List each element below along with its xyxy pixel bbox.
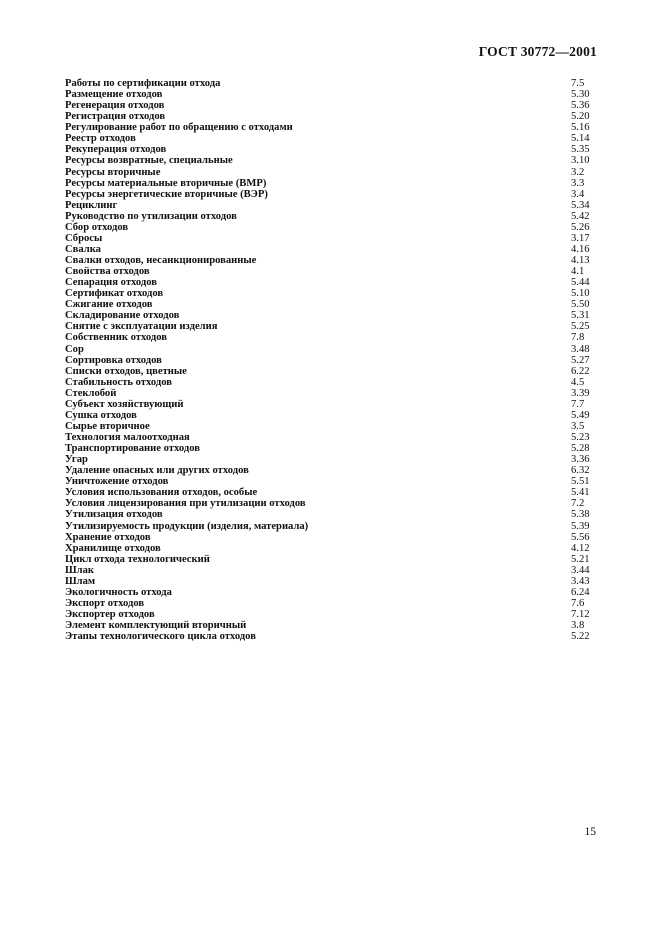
index-entry	[65, 288, 605, 299]
index-term: Ресурсы возвратные, специальные	[65, 155, 233, 167]
index-reference: 3.44	[571, 564, 590, 576]
index-reference: 3.2	[571, 166, 585, 178]
index-term: Хранилище отходов	[65, 542, 161, 554]
index-reference: 6.24	[571, 586, 590, 598]
index-entry	[65, 609, 605, 620]
index-entry	[65, 554, 605, 565]
index-entry	[65, 421, 605, 432]
index-entry	[65, 443, 605, 454]
index-term: Сушка отходов	[65, 409, 137, 421]
index-entry	[65, 454, 605, 465]
index-entry	[65, 244, 605, 255]
index-reference: 5.28	[571, 443, 590, 455]
index-term: Размещение отходов	[65, 89, 163, 101]
index-entry	[65, 631, 605, 642]
index-term: Субъект хозяйствующий	[65, 398, 184, 410]
index-entry	[65, 498, 605, 509]
index-reference: 3.36	[571, 454, 590, 466]
index-reference: 7.6	[571, 597, 585, 609]
index-reference: 5.34	[571, 199, 590, 211]
index-reference: 3.4	[571, 188, 585, 200]
index-entry	[65, 355, 605, 366]
index-term: Свалка	[65, 243, 101, 255]
index-entry	[65, 78, 605, 89]
index-reference: 3.39	[571, 387, 590, 399]
index-term: Реестр отходов	[65, 133, 136, 145]
index-reference: 7.7	[571, 398, 585, 410]
index-reference: 7.5	[571, 78, 585, 89]
index-entry	[65, 122, 605, 133]
index-term: Экспортер отходов	[65, 609, 155, 620]
index-reference: 6.32	[571, 465, 590, 477]
index-reference: 5.38	[571, 509, 590, 521]
index-entry	[65, 155, 605, 166]
index-reference: 5.16	[571, 122, 590, 134]
index-term: Сжигание отходов	[65, 299, 153, 311]
index-term: Этапы технологического цикла отходов	[65, 631, 256, 643]
index-term: Экологичность отхода	[65, 586, 172, 598]
index-entry	[65, 576, 605, 587]
index-term: Складирование отходов	[65, 310, 180, 322]
index-term: Стабильность отходов	[65, 376, 173, 388]
index-entry	[65, 332, 605, 343]
index-entry	[65, 399, 605, 410]
index-entry	[65, 277, 605, 288]
index-entry	[65, 476, 605, 487]
index-term: Шлам	[65, 575, 96, 587]
index-reference: 4.16	[571, 243, 590, 255]
index-entry	[65, 432, 605, 443]
index-entry	[65, 211, 605, 222]
index-entry	[65, 388, 605, 399]
index-reference: 7.8	[571, 332, 585, 344]
index-reference: 5.35	[571, 144, 590, 156]
index-reference: 5.41	[571, 487, 590, 499]
index-entry	[65, 598, 605, 609]
index-entry	[65, 89, 605, 100]
index-entry	[65, 111, 605, 122]
index-entry	[65, 543, 605, 554]
index-entry	[65, 532, 605, 543]
page-number: 15	[584, 826, 596, 838]
index-entry	[65, 200, 605, 211]
index-term: Ресурсы энергетические вторичные (ВЭР)	[65, 188, 268, 200]
index-entry	[65, 299, 605, 310]
index-term: Уничтожение отходов	[65, 476, 169, 488]
index-reference: 5.20	[571, 111, 590, 123]
index-reference: 3.17	[571, 232, 590, 244]
index-entry	[65, 233, 605, 244]
index-term: Транспортирование отходов	[65, 443, 200, 455]
index-term: Экспорт отходов	[65, 597, 145, 609]
index-term: Сортировка отходов	[65, 354, 162, 366]
index-entry	[65, 487, 605, 498]
index-reference: 3.48	[571, 343, 590, 355]
index-reference: 5.44	[571, 277, 590, 289]
index-entry	[65, 144, 605, 155]
index-entry	[65, 133, 605, 144]
index-term: Сбросы	[65, 232, 103, 244]
index-reference: 3.3	[571, 177, 585, 189]
index-reference: 5.21	[571, 553, 590, 565]
index-entry	[65, 222, 605, 233]
index-entry	[65, 310, 605, 321]
index-term: Ресурсы вторичные	[65, 166, 161, 178]
index-reference: 3.5	[571, 420, 585, 432]
index-reference: 5.25	[571, 321, 590, 333]
index-term: Сепарация отходов	[65, 277, 158, 289]
index-term: Угар	[65, 454, 88, 466]
index-term: Рекуперация отходов	[65, 144, 167, 156]
index-term: Регистрация отходов	[65, 111, 166, 123]
index-reference: 3.43	[571, 575, 590, 587]
index-term: Условия лицензирования при утилизации отходов	[65, 498, 306, 510]
index-entry	[65, 321, 605, 332]
index-reference: 5.14	[571, 133, 590, 145]
index-reference: 5.22	[571, 631, 590, 643]
index-entry	[65, 465, 605, 476]
index-term: Ресурсы материальные вторичные (ВМР)	[65, 177, 267, 189]
index-reference: 4.1	[571, 266, 585, 278]
index-reference: 6.22	[571, 365, 590, 377]
index-term: Собственник отходов	[65, 332, 167, 344]
index-entry	[65, 255, 605, 266]
index-term: Сор	[65, 343, 84, 355]
index-entry	[65, 366, 605, 377]
index-reference: 5.51	[571, 476, 590, 488]
index-entry	[65, 620, 605, 631]
index-reference: 5.30	[571, 89, 590, 101]
index-term: Утилизируемость продукции (изделия, материала)	[65, 520, 309, 532]
index-entry	[65, 266, 605, 277]
index-term: Списки отходов, цветные	[65, 365, 187, 377]
index-term: Снятие с эксплуатации изделия	[65, 321, 218, 333]
index-term: Свалки отходов, несанкционированные	[65, 255, 257, 266]
index-reference: 5.42	[571, 210, 590, 222]
index-reference: 4.5	[571, 376, 585, 388]
index-term: Утилизация отходов	[65, 509, 163, 521]
index-term: Стеклобой	[65, 387, 117, 399]
index-entry	[65, 509, 605, 520]
index-term: Шлак	[65, 564, 94, 576]
index-term: Руководство по утилизации отходов	[65, 210, 237, 222]
index-reference: 4.12	[571, 542, 590, 554]
index-term: Технология малоотходная	[65, 432, 190, 443]
index-entry	[65, 189, 605, 200]
index-term: Сырье вторичное	[65, 420, 150, 432]
index-reference: 5.36	[571, 100, 590, 112]
index-reference: 7.2	[571, 498, 585, 510]
index-reference: 5.31	[571, 310, 590, 322]
index-term: Работы по сертификации отхода	[65, 78, 221, 89]
index-reference: 3.10	[571, 155, 590, 167]
index-term: Сбор отходов	[65, 221, 129, 233]
index-term: Элемент комплектующий вторичный	[65, 620, 247, 632]
index-entry	[65, 587, 605, 598]
index-entry	[65, 377, 605, 388]
index-term: Удаление опасных или других отходов	[65, 465, 249, 477]
index-entry	[65, 178, 605, 189]
index-reference: 5.39	[571, 520, 590, 532]
index-term: Регенерация отходов	[65, 100, 165, 112]
index-reference: 5.49	[571, 409, 590, 421]
index-reference: 5.56	[571, 531, 590, 543]
index-term: Регулирование работ по обращению с отходами	[65, 122, 293, 134]
index-reference: 5.26	[571, 221, 590, 233]
index-entry	[65, 167, 605, 178]
index-reference: 5.10	[571, 288, 590, 300]
index-term: Рециклинг	[65, 199, 118, 211]
index-term: Хранение отходов	[65, 531, 151, 543]
index-reference: 5.23	[571, 432, 590, 443]
index-reference: 5.27	[571, 354, 590, 366]
document-header: ГОСТ 30772—2001	[478, 44, 597, 59]
index-term: Условия использования отходов, особые	[65, 487, 258, 499]
index-reference: 3.8	[571, 620, 585, 632]
index-reference: 5.50	[571, 299, 590, 311]
index-entry	[65, 521, 605, 532]
alphabetical-index	[65, 78, 605, 642]
index-reference: 4.13	[571, 255, 590, 266]
index-entry	[65, 410, 605, 421]
index-term: Свойства отходов	[65, 266, 150, 278]
index-entry	[65, 565, 605, 576]
index-entry	[65, 100, 605, 111]
index-term: Сертификат отходов	[65, 288, 164, 300]
index-reference: 7.12	[571, 609, 590, 620]
index-term: Цикл отхода технологический	[65, 553, 210, 565]
index-entry	[65, 344, 605, 355]
